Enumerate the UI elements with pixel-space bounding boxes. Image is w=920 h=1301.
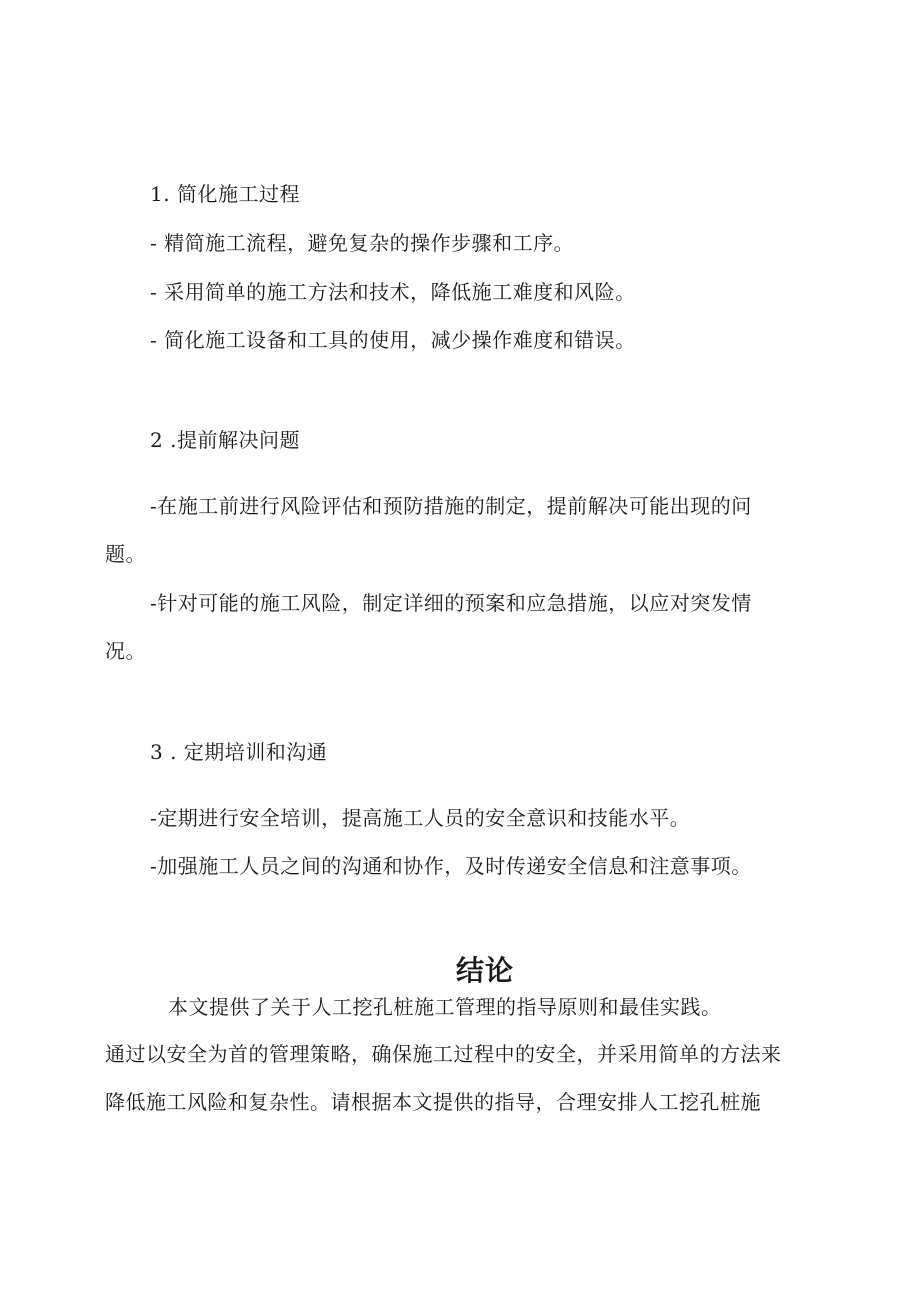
section3-item-1: -定期进行安全培训，提高施工人员的安全意识和技能水平。	[150, 806, 691, 830]
section2-item-2-line2: 况。	[105, 639, 146, 663]
section2-title: 2 .提前解决问题	[150, 428, 300, 452]
section1-title: 1. 简化施工过程	[150, 182, 300, 206]
section1-item-2: - 采用简单的施工方法和技术，降低施工难度和风险。	[150, 280, 636, 304]
conclusion-heading: 结论	[456, 954, 515, 987]
conclusion-line-2: 通过以安全为首的管理策略，确保施工过程中的安全，并采用简单的方法来	[105, 1042, 782, 1066]
conclusion-line-3: 降低施工风险和复杂性。请根据本文提供的指导，合理安排人工挖孔桩施	[105, 1090, 761, 1114]
section1-item-3: - 简化施工设备和工具的使用，减少操作难度和错误。	[150, 328, 636, 352]
section1-item-1: - 精简施工流程，避免复杂的操作步骤和工序。	[150, 231, 575, 255]
section2-item-2-line1: -针对可能的施工风险，制定详细的预案和应急措施，以应对突发情	[150, 591, 752, 615]
section3-title: 3 . 定期培训和沟通	[150, 740, 328, 764]
section3-item-2: -加强施工人员之间的沟通和协作，及时传递安全信息和注意事项。	[150, 854, 752, 878]
conclusion-line-1: 本文提供了关于人工挖孔桩施工管理的指导原则和最佳实践。	[168, 995, 722, 1019]
section2-item-1-line1: -在施工前进行风险评估和预防措施的制定，提前解决可能出现的问	[150, 494, 752, 518]
section2-item-1-line2: 题。	[105, 542, 146, 566]
